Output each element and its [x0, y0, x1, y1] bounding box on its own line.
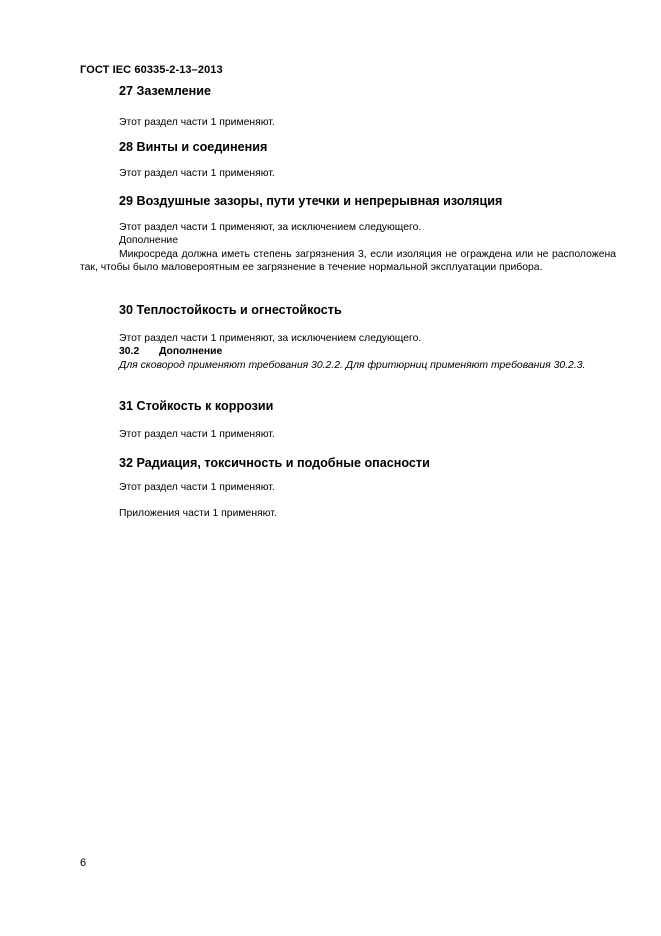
page-number: 6: [80, 857, 87, 869]
subclause-title: Дополнение: [159, 346, 223, 357]
section-30-text: Этот раздел части 1 применяют, за исключением следующего.: [119, 333, 422, 344]
subclause-text: Для сковород применяют требования 30.2.2. Для фритюрниц применяют требования 30.2.3.: [119, 360, 586, 371]
section-29-addition-label: Дополнение: [119, 235, 179, 246]
section-31-text: Этот раздел части 1 применяют.: [119, 429, 275, 440]
section-27-text: Этот раздел части 1 применяют.: [119, 117, 275, 128]
section-30-heading: 30 Теплостойкость и огнестойкость: [119, 303, 342, 317]
section-28-heading: 28 Винты и соединения: [119, 140, 268, 154]
document-code: ГОСТ IEC 60335-2-13–2013: [80, 64, 223, 76]
annexes-text: Приложения части 1 применяют.: [119, 508, 277, 519]
section-29-heading: 29 Воздушные зазоры, пути утечки и непрерывная изоляция: [119, 194, 503, 208]
section-29-addition-text: Микросреда должна иметь степень загрязнения 3, если изоляция не ограждена или не расположена так, чтобы было маловероятным ее загрязнение в течение нормальной эксплуатации прибора.: [80, 249, 616, 273]
section-32-text: Этот раздел части 1 применяют.: [119, 482, 275, 493]
section-31-heading: 31 Стойкость к коррозии: [119, 399, 274, 413]
section-32-heading: 32 Радиация, токсичность и подобные опасности: [119, 456, 430, 470]
subclause-number: 30.2: [119, 346, 140, 357]
section-27-heading: 27 Заземление: [119, 84, 211, 98]
section-28-text: Этот раздел части 1 применяют.: [119, 168, 275, 179]
section-29-text: Этот раздел части 1 применяют, за исключением следующего.: [119, 222, 422, 233]
